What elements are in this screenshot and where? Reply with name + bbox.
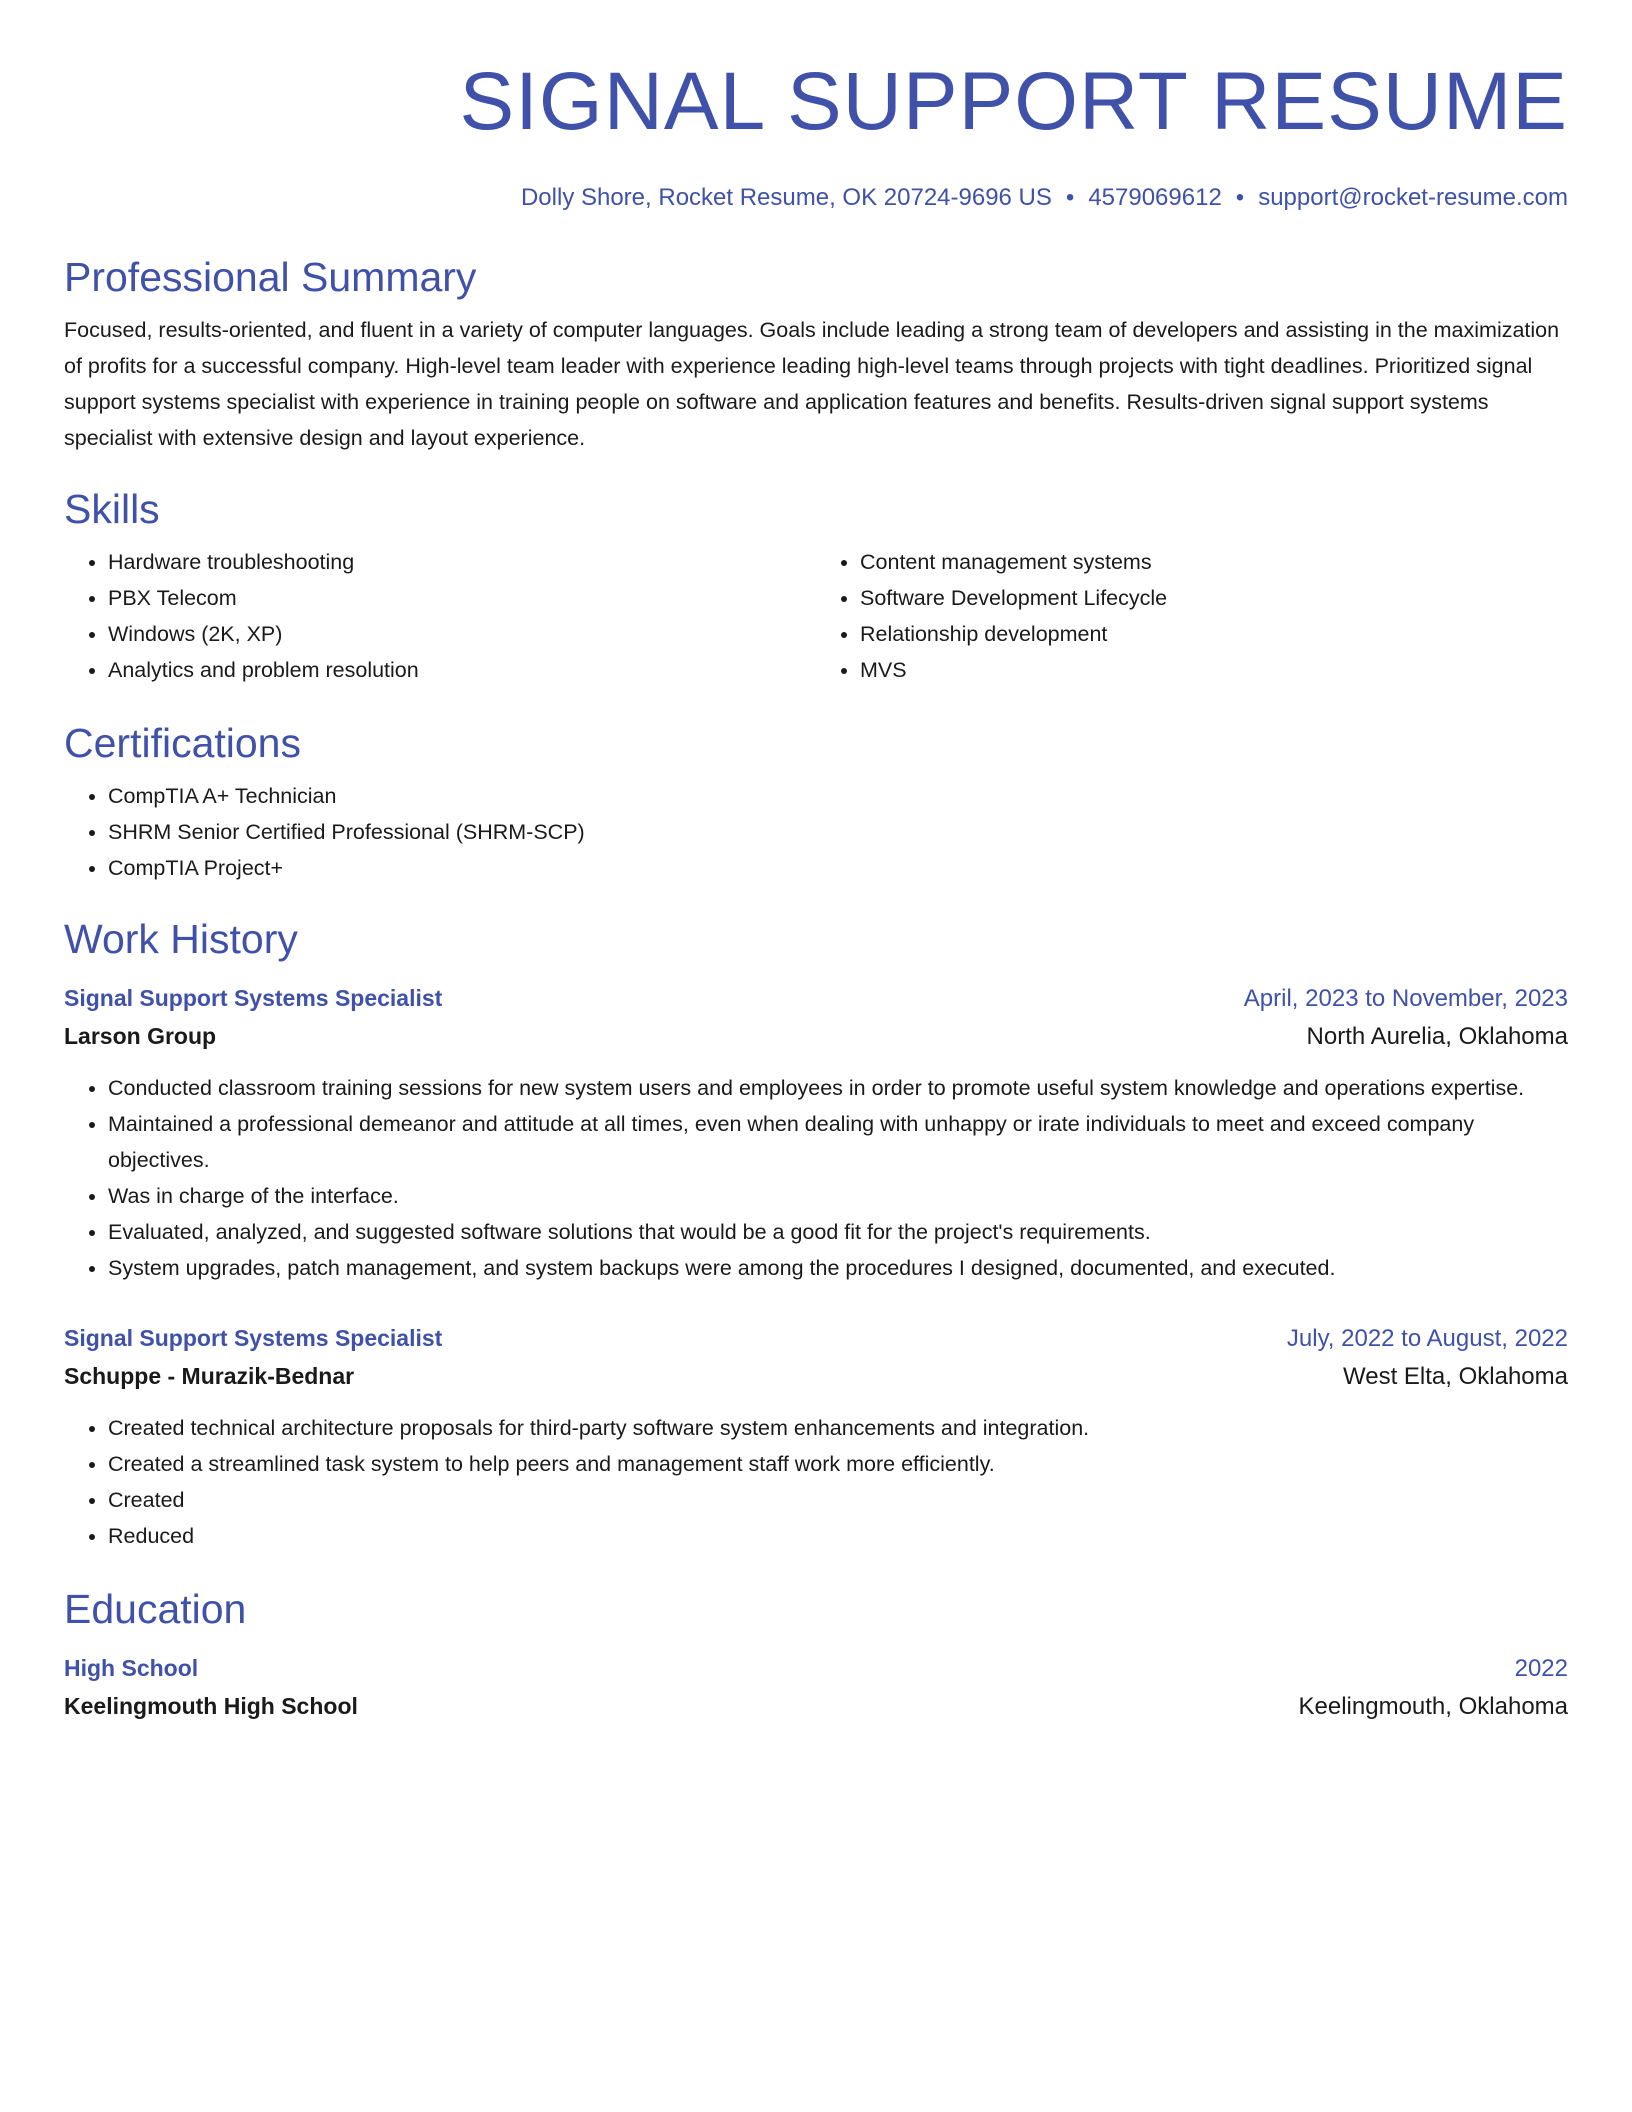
contact-separator: • (1065, 184, 1075, 211)
education-location: Keelingmouth, Oklahoma (1298, 1693, 1568, 1720)
education-entry (64, 1650, 1568, 1726)
job-location: West Elta, Oklahoma (1343, 1363, 1568, 1390)
skill-item: • PBX Telecom (108, 580, 816, 616)
job-company-row (64, 1357, 1568, 1396)
education-school: Keelingmouth High School (64, 1693, 358, 1719)
contact-phone: 4579069612 (1088, 184, 1222, 211)
skill-item: • Software Development Lifecycle (860, 580, 1568, 616)
job-bullets (64, 1410, 1568, 1554)
job-title-row (64, 980, 1568, 1017)
education-school-row (64, 1687, 1568, 1726)
resume-title: SIGNAL SUPPORT RESUME (459, 56, 1568, 147)
summary-text: Focused, results-oriented, and fluent in a variety of computer languages. Goals include leading a strong team of developers and assisting in the maximization of profits for a successful company. High-level team leader with experience leading high-level teams through projects with tight deadlines. Prioritized signal support systems specialist with experience in training people on software and application features and benefits. Results-driven signal support systems specialist with extensive design and layout experience. (64, 318, 1560, 450)
job-title: Signal Support Systems Specialist (64, 1325, 443, 1351)
job-bullet: • Evaluated, analyzed, and suggested software solutions that would be a good fit for the project's requirements. (108, 1214, 1568, 1250)
job-bullet: • Reduced (108, 1518, 1568, 1554)
education-heading: Education (64, 1586, 247, 1632)
skill-item: • Hardware troubleshooting (108, 544, 816, 580)
job-company: Schuppe - Murazik-Bednar (64, 1363, 355, 1389)
skill-item: • Relationship development (860, 616, 1568, 652)
certification-item: • CompTIA Project+ (108, 850, 1568, 886)
skill-item: • Analytics and problem resolution (108, 652, 816, 688)
skill-item: • Content management systems (860, 544, 1568, 580)
education-degree: High School (64, 1655, 199, 1681)
contact-separator: • (1235, 184, 1245, 211)
job-entry (64, 1320, 1568, 1554)
job-dates: July, 2022 to August, 2022 (1286, 1325, 1568, 1352)
work-history-heading: Work History (64, 916, 298, 962)
education-year: 2022 (1514, 1655, 1568, 1682)
contact-line (64, 182, 1568, 214)
job-location: North Aurelia, Oklahoma (1306, 1023, 1568, 1050)
skill-item: • MVS (860, 652, 1568, 688)
certification-item: • CompTIA A+ Technician (108, 778, 1568, 814)
contact-email: support@rocket-resume.com (1258, 184, 1568, 211)
skills-columns (64, 544, 1568, 688)
job-title: Signal Support Systems Specialist (64, 985, 443, 1011)
job-title-row (64, 1320, 1568, 1357)
job-company-row (64, 1017, 1568, 1056)
contact-address: Dolly Shore, Rocket Resume, OK 20724-9696 US (520, 184, 1052, 211)
job-dates: April, 2023 to November, 2023 (1243, 985, 1568, 1012)
job-bullet: • Conducted classroom training sessions for new system users and employees in order to promote useful system knowledge and operations expertise. (108, 1070, 1568, 1106)
skill-item: • Windows (2K, XP) (108, 616, 816, 652)
certifications-list (64, 778, 1568, 886)
job-bullet: • Created (108, 1482, 1568, 1518)
job-bullet: • Created a streamlined task system to help peers and management staff work more efficiently. (108, 1446, 1568, 1482)
certifications-heading: Certifications (64, 720, 301, 766)
skills-heading: Skills (64, 486, 160, 532)
job-bullet: • Created technical architecture proposals for third-party software system enhancements and integration. (108, 1410, 1568, 1446)
job-bullet: • Was in charge of the interface. (108, 1178, 1568, 1214)
education-degree-row (64, 1650, 1568, 1687)
skills-list-left (64, 544, 816, 688)
job-company: Larson Group (64, 1023, 217, 1049)
job-bullet: • Maintained a professional demeanor and attitude at all times, even when dealing with unhappy or irate individuals to meet and exceed company objectives. (108, 1106, 1568, 1178)
skills-list-right (816, 544, 1568, 688)
job-bullet: • System upgrades, patch management, and system backups were among the procedures I designed, documented, and executed. (108, 1250, 1568, 1286)
summary-heading: Professional Summary (64, 254, 477, 300)
certification-item: • SHRM Senior Certified Professional (SHRM-SCP) (108, 814, 1568, 850)
job-entry (64, 980, 1568, 1286)
job-bullets (64, 1070, 1568, 1286)
